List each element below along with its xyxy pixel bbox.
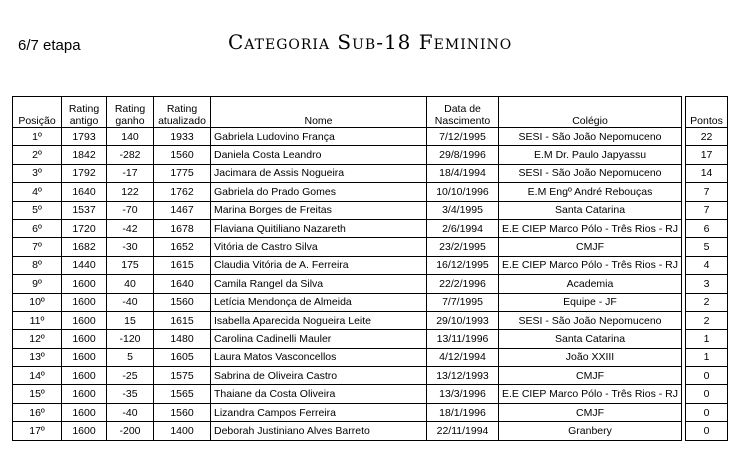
table-row xyxy=(13,293,728,311)
cell-rating-antigo: 1792 xyxy=(62,164,107,182)
header-nascimento: Data de Nascimento xyxy=(427,97,499,128)
cell-rating-atualizado: 1640 xyxy=(154,275,211,293)
cell-pontos: 14 xyxy=(686,164,728,182)
header-pontos: Pontos xyxy=(686,97,728,128)
cell-rating-antigo: 1600 xyxy=(62,403,107,421)
cell-colegio: E.M Dr. Paulo Japyassu xyxy=(499,146,682,164)
cell-nome: Claudia Vitória de A. Ferreira xyxy=(211,256,427,274)
cell-rating-ganho: 5 xyxy=(107,348,154,366)
cell-posicao: 12º xyxy=(13,330,62,348)
cell-rating-atualizado: 1400 xyxy=(154,422,211,440)
cell-pontos: 1 xyxy=(686,348,728,366)
cell-pontos: 4 xyxy=(686,256,728,274)
cell-rating-antigo: 1600 xyxy=(62,385,107,403)
cell-posicao: 17º xyxy=(13,422,62,440)
cell-colegio: João XXIII xyxy=(499,348,682,366)
page-title: Categoria Sub-18 Feminino xyxy=(228,30,513,54)
cell-posicao: 2º xyxy=(13,146,62,164)
cell-nome: Letícia Mendonça de Almeida xyxy=(211,293,427,311)
cell-rating-antigo: 1600 xyxy=(62,275,107,293)
cell-colegio: SESI - São João Nepomuceno xyxy=(499,128,682,146)
cell-rating-atualizado: 1575 xyxy=(154,367,211,385)
table-row xyxy=(13,348,728,366)
header-rating-ganho: Rating ganho xyxy=(107,97,154,128)
cell-pontos: 1 xyxy=(686,330,728,348)
cell-nascimento: 22/11/1994 xyxy=(427,422,499,440)
cell-nome: Marina Borges de Freitas xyxy=(211,201,427,219)
cell-pontos: 7 xyxy=(686,201,728,219)
cell-pontos: 2 xyxy=(686,293,728,311)
cell-colegio: E.E CIEP Marco Pólo - Três Rios - RJ xyxy=(499,256,682,274)
cell-rating-ganho: 15 xyxy=(107,311,154,329)
cell-rating-atualizado: 1605 xyxy=(154,348,211,366)
header-rating-antigo: Rating antigo xyxy=(62,97,107,128)
cell-rating-antigo: 1600 xyxy=(62,311,107,329)
cell-colegio: E.E CIEP Marco Pólo - Três Rios - RJ xyxy=(499,219,682,237)
cell-rating-ganho: 40 xyxy=(107,275,154,293)
table-row xyxy=(13,385,728,403)
cell-nome: Jacimara de Assis Nogueira xyxy=(211,164,427,182)
cell-rating-atualizado: 1652 xyxy=(154,238,211,256)
table-row xyxy=(13,330,728,348)
cell-nome: Flaviana Quitiliano Nazareth xyxy=(211,219,427,237)
table-header-row xyxy=(13,97,728,128)
cell-nascimento: 16/12/1995 xyxy=(427,256,499,274)
cell-pontos: 0 xyxy=(686,385,728,403)
table-row xyxy=(13,422,728,440)
cell-pontos: 7 xyxy=(686,183,728,201)
cell-colegio: Santa Catarina xyxy=(499,330,682,348)
cell-nascimento: 23/2/1995 xyxy=(427,238,499,256)
cell-rating-antigo: 1720 xyxy=(62,219,107,237)
cell-rating-ganho: -200 xyxy=(107,422,154,440)
cell-posicao: 1º xyxy=(13,128,62,146)
cell-pontos: 0 xyxy=(686,403,728,421)
table-row xyxy=(13,128,728,146)
cell-rating-atualizado: 1615 xyxy=(154,256,211,274)
cell-nascimento: 29/10/1993 xyxy=(427,311,499,329)
cell-nascimento: 22/2/1996 xyxy=(427,275,499,293)
cell-pontos: 3 xyxy=(686,275,728,293)
cell-nome: Camila Rangel da Silva xyxy=(211,275,427,293)
cell-posicao: 10º xyxy=(13,293,62,311)
table-row xyxy=(13,164,728,182)
cell-posicao: 3º xyxy=(13,164,62,182)
cell-nascimento: 10/10/1996 xyxy=(427,183,499,201)
cell-posicao: 9º xyxy=(13,275,62,293)
cell-rating-atualizado: 1560 xyxy=(154,293,211,311)
cell-colegio: Santa Catarina xyxy=(499,201,682,219)
table-row xyxy=(13,311,728,329)
cell-pontos: 17 xyxy=(686,146,728,164)
cell-rating-ganho: -25 xyxy=(107,367,154,385)
cell-colegio: E.M Engº André Rebouças xyxy=(499,183,682,201)
cell-colegio: CMJF xyxy=(499,238,682,256)
cell-colegio: CMJF xyxy=(499,367,682,385)
cell-nascimento: 18/1/1996 xyxy=(427,403,499,421)
cell-rating-antigo: 1793 xyxy=(62,128,107,146)
cell-rating-ganho: -35 xyxy=(107,385,154,403)
cell-rating-ganho: -17 xyxy=(107,164,154,182)
cell-rating-ganho: 122 xyxy=(107,183,154,201)
cell-posicao: 11º xyxy=(13,311,62,329)
header-nome: Nome xyxy=(211,97,427,128)
cell-rating-ganho: 140 xyxy=(107,128,154,146)
cell-nome: Isabella Aparecida Nogueira Leite xyxy=(211,311,427,329)
cell-nascimento: 2/6/1994 xyxy=(427,219,499,237)
cell-posicao: 6º xyxy=(13,219,62,237)
cell-nascimento: 7/12/1995 xyxy=(427,128,499,146)
cell-nascimento: 18/4/1994 xyxy=(427,164,499,182)
cell-pontos: 0 xyxy=(686,422,728,440)
cell-colegio: E.E CIEP Marco Pólo - Três Rios - RJ xyxy=(499,385,682,403)
cell-nascimento: 4/12/1994 xyxy=(427,348,499,366)
cell-nascimento: 3/4/1995 xyxy=(427,201,499,219)
cell-rating-antigo: 1440 xyxy=(62,256,107,274)
cell-posicao: 5º xyxy=(13,201,62,219)
cell-rating-antigo: 1842 xyxy=(62,146,107,164)
cell-rating-ganho: -70 xyxy=(107,201,154,219)
cell-rating-ganho: -282 xyxy=(107,146,154,164)
cell-nascimento: 13/3/1996 xyxy=(427,385,499,403)
cell-rating-ganho: -40 xyxy=(107,293,154,311)
cell-posicao: 13º xyxy=(13,348,62,366)
cell-posicao: 7º xyxy=(13,238,62,256)
cell-rating-atualizado: 1480 xyxy=(154,330,211,348)
cell-rating-antigo: 1537 xyxy=(62,201,107,219)
cell-rating-antigo: 1600 xyxy=(62,422,107,440)
header-posicao: Posição xyxy=(13,97,62,128)
table-row xyxy=(13,238,728,256)
cell-colegio: Granbery xyxy=(499,422,682,440)
cell-rating-antigo: 1600 xyxy=(62,367,107,385)
cell-rating-ganho: -120 xyxy=(107,330,154,348)
cell-nome: Lizandra Campos Ferreira xyxy=(211,403,427,421)
cell-colegio: SESI - São João Nepomuceno xyxy=(499,164,682,182)
cell-rating-atualizado: 1565 xyxy=(154,385,211,403)
cell-rating-atualizado: 1615 xyxy=(154,311,211,329)
header-rating-atualizado: Rating atualizado xyxy=(154,97,211,128)
cell-colegio: Equipe - JF xyxy=(499,293,682,311)
ranking-table xyxy=(12,96,728,441)
table-row xyxy=(13,403,728,421)
cell-rating-antigo: 1600 xyxy=(62,348,107,366)
cell-rating-antigo: 1600 xyxy=(62,293,107,311)
cell-rating-ganho: -42 xyxy=(107,219,154,237)
cell-rating-atualizado: 1762 xyxy=(154,183,211,201)
table-row xyxy=(13,219,728,237)
cell-nome: Carolina Cadinelli Mauler xyxy=(211,330,427,348)
cell-nascimento: 13/12/1993 xyxy=(427,367,499,385)
table-row xyxy=(13,275,728,293)
cell-pontos: 6 xyxy=(686,219,728,237)
cell-nome: Vitória de Castro Silva xyxy=(211,238,427,256)
cell-posicao: 14º xyxy=(13,367,62,385)
cell-nascimento: 13/11/1996 xyxy=(427,330,499,348)
cell-rating-ganho: -40 xyxy=(107,403,154,421)
cell-rating-atualizado: 1560 xyxy=(154,146,211,164)
cell-colegio: Academia xyxy=(499,275,682,293)
header-colegio: Colégio xyxy=(499,97,682,128)
cell-rating-atualizado: 1933 xyxy=(154,128,211,146)
cell-rating-antigo: 1600 xyxy=(62,330,107,348)
cell-posicao: 16º xyxy=(13,403,62,421)
cell-nascimento: 7/7/1995 xyxy=(427,293,499,311)
table-row xyxy=(13,146,728,164)
cell-rating-atualizado: 1678 xyxy=(154,219,211,237)
cell-nome: Sabrina de Oliveira Castro xyxy=(211,367,427,385)
cell-nome: Gabriela do Prado Gomes xyxy=(211,183,427,201)
cell-nome: Deborah Justiniano Alves Barreto xyxy=(211,422,427,440)
cell-rating-ganho: -30 xyxy=(107,238,154,256)
table-row xyxy=(13,367,728,385)
cell-rating-atualizado: 1467 xyxy=(154,201,211,219)
cell-rating-atualizado: 1560 xyxy=(154,403,211,421)
cell-rating-antigo: 1640 xyxy=(62,183,107,201)
table-row xyxy=(13,256,728,274)
cell-nascimento: 29/8/1996 xyxy=(427,146,499,164)
cell-pontos: 5 xyxy=(686,238,728,256)
cell-posicao: 8º xyxy=(13,256,62,274)
cell-nome: Laura Matos Vasconcellos xyxy=(211,348,427,366)
cell-rating-atualizado: 1775 xyxy=(154,164,211,182)
cell-nome: Thaiane da Costa Oliveira xyxy=(211,385,427,403)
cell-pontos: 2 xyxy=(686,311,728,329)
table-row xyxy=(13,201,728,219)
cell-rating-ganho: 175 xyxy=(107,256,154,274)
cell-colegio: SESI - São João Nepomuceno xyxy=(499,311,682,329)
cell-nome: Daniela Costa Leandro xyxy=(211,146,427,164)
cell-colegio: CMJF xyxy=(499,403,682,421)
cell-posicao: 4º xyxy=(13,183,62,201)
table-row xyxy=(13,183,728,201)
cell-pontos: 22 xyxy=(686,128,728,146)
cell-posicao: 15º xyxy=(13,385,62,403)
cell-pontos: 0 xyxy=(686,367,728,385)
cell-nome: Gabriela Ludovino França xyxy=(211,128,427,146)
stage-label: 6/7 etapa xyxy=(18,37,81,54)
cell-rating-antigo: 1682 xyxy=(62,238,107,256)
